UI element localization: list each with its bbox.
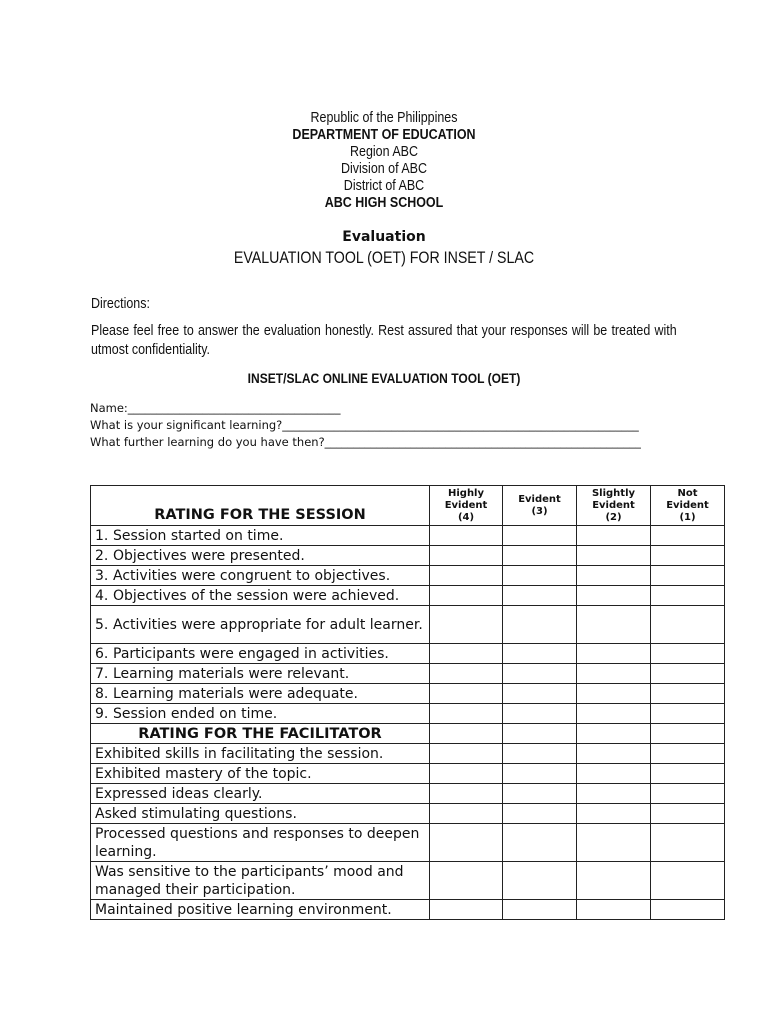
rating-cell[interactable]: [651, 784, 725, 804]
department-line: DEPARTMENT OF EDUCATION: [292, 127, 476, 143]
rating-table: [90, 485, 725, 920]
criterion-number: 3.: [95, 567, 109, 584]
facilitator-rows: [91, 744, 725, 920]
evaluation-label: Evaluation: [342, 229, 426, 245]
table-row: [91, 824, 725, 862]
criterion-cell: [91, 900, 430, 920]
criterion-number: 4.: [95, 587, 109, 604]
col-evident-text: Evident (3): [518, 493, 561, 517]
criterion-cell: [91, 744, 430, 764]
criterion-number: 6.: [95, 645, 109, 662]
rating-cell[interactable]: [430, 644, 503, 664]
col-highly-evident-text: Highly Evident (4): [444, 487, 488, 523]
table-row: [91, 606, 725, 644]
directions-text-body: Please feel free to answer the evaluation honestly. Rest assured that your responses will be treated with utmost confidentiality.: [91, 323, 677, 358]
criterion-text: Learning materials were relevant.: [113, 665, 350, 682]
sub-title: [0, 370, 768, 386]
criterion-item: [95, 616, 429, 634]
rating-cell[interactable]: [503, 704, 577, 724]
criterion-number: 8.: [95, 685, 109, 702]
significant-learning-field[interactable]: What is your significant learning?______________________________________________________________: [90, 418, 639, 432]
criterion-cell: [91, 684, 430, 704]
rating-cell[interactable]: [503, 546, 577, 566]
rating-cell[interactable]: [651, 586, 725, 606]
table-row: [91, 784, 725, 804]
name-field[interactable]: Name:_____________________________________: [90, 401, 341, 415]
rating-cell[interactable]: [651, 546, 725, 566]
rating-cell[interactable]: [430, 704, 503, 724]
criterion-text: Activities were appropriate for adult learner.: [113, 616, 423, 633]
rating-cell[interactable]: [651, 804, 725, 824]
rating-cell[interactable]: [503, 764, 577, 784]
criterion-item: [95, 665, 429, 683]
rating-cell[interactable]: [577, 606, 651, 644]
table-row: [91, 744, 725, 764]
criterion-number: 2.: [95, 547, 109, 564]
rating-cell[interactable]: [577, 824, 651, 862]
session-section-header: [91, 486, 430, 526]
criterion-text: Session started on time.: [113, 527, 284, 544]
rating-cell[interactable]: [577, 784, 651, 804]
rating-cell[interactable]: [651, 606, 725, 644]
table-row: [91, 684, 725, 704]
district-line: District of ABC: [343, 178, 425, 194]
criterion-number: 1.: [95, 527, 109, 544]
rating-cell[interactable]: [577, 724, 651, 744]
further-learning-field[interactable]: What further learning do you have then?_______________________________________________________: [90, 435, 641, 449]
facilitator-criterion-text: Was sensitive to the participants’ mood and managed their participation.: [95, 863, 404, 898]
facilitator-criterion-text: Asked stimulating questions.: [95, 805, 297, 822]
rating-cell[interactable]: [430, 566, 503, 586]
criterion-text: Activities were congruent to objectives.: [113, 567, 391, 584]
criterion-number: 7.: [95, 665, 109, 682]
criterion-cell: [91, 824, 430, 862]
rating-cell[interactable]: [430, 606, 503, 644]
rating-cell[interactable]: [503, 526, 577, 546]
facilitator-section-header: [91, 724, 430, 744]
criterion-item: [95, 645, 429, 663]
rating-cell[interactable]: [577, 586, 651, 606]
criterion-cell: [91, 526, 430, 546]
rating-cell[interactable]: [577, 704, 651, 724]
rating-cell[interactable]: [430, 526, 503, 546]
rating-cell[interactable]: [503, 744, 577, 764]
rating-cell[interactable]: [503, 824, 577, 862]
criterion-number: 5.: [95, 616, 109, 633]
table-row: [91, 664, 725, 684]
rating-cell[interactable]: [651, 744, 725, 764]
facilitator-criterion-text: Processed questions and responses to deepen learning.: [95, 825, 420, 860]
col-slightly-evident-text: Slightly Evident (2): [591, 487, 636, 523]
school-line: ABC HIGH SCHOOL: [324, 195, 444, 211]
facilitator-criterion-text: Exhibited skills in facilitating the session.: [95, 745, 384, 762]
table-row: [91, 764, 725, 784]
rating-cell[interactable]: [430, 724, 503, 744]
criterion-cell: [91, 764, 430, 784]
rating-cell[interactable]: [577, 862, 651, 900]
criterion-cell: [91, 566, 430, 586]
criterion-cell: [91, 644, 430, 664]
rating-cell[interactable]: [503, 606, 577, 644]
rating-cell[interactable]: [651, 526, 725, 546]
rating-cell[interactable]: [577, 900, 651, 920]
rating-cell[interactable]: [651, 664, 725, 684]
criterion-item: [95, 527, 429, 545]
rating-cell[interactable]: [430, 546, 503, 566]
rating-cell[interactable]: [651, 824, 725, 862]
table-row: [91, 586, 725, 606]
criterion-text: Session ended on time.: [113, 705, 278, 722]
rating-cell[interactable]: [503, 862, 577, 900]
criterion-text: Learning materials were adequate.: [113, 685, 358, 702]
rating-cell[interactable]: [503, 566, 577, 586]
table-row: [91, 546, 725, 566]
criterion-item: [95, 705, 429, 723]
directions-text: [91, 322, 677, 360]
rating-cell[interactable]: [430, 664, 503, 684]
criterion-text: Objectives of the session were achieved.: [113, 587, 400, 604]
criterion-text: Objectives were presented.: [113, 547, 305, 564]
criterion-cell: [91, 704, 430, 724]
rating-cell[interactable]: [503, 684, 577, 704]
rating-cell[interactable]: [577, 764, 651, 784]
rating-cell[interactable]: [503, 586, 577, 606]
table-row: [91, 644, 725, 664]
criterion-cell: [91, 804, 430, 824]
directions-label: [91, 296, 160, 312]
division-line: Division of ABC: [341, 161, 427, 177]
col-slightly-evident: [577, 486, 651, 526]
rating-cell[interactable]: [577, 566, 651, 586]
rating-cell[interactable]: [430, 862, 503, 900]
letterhead: [0, 110, 768, 212]
table-row: [91, 704, 725, 724]
session-rows: [91, 526, 725, 724]
col-highly-evident: [430, 486, 503, 526]
rating-cell[interactable]: [503, 724, 577, 744]
rating-cell[interactable]: [651, 900, 725, 920]
region-line: Region ABC: [350, 144, 418, 160]
rating-cell[interactable]: [503, 664, 577, 684]
session-section-title: RATING FOR THE SESSION: [154, 507, 366, 523]
criterion-number: 9.: [95, 705, 109, 722]
table-row: [91, 526, 725, 546]
table-row: [91, 862, 725, 900]
table-row: [91, 804, 725, 824]
criterion-item: [95, 587, 429, 605]
rating-cell[interactable]: [651, 644, 725, 664]
criterion-item: [95, 685, 429, 703]
rating-cell[interactable]: [651, 724, 725, 744]
facilitator-section-title: RATING FOR THE FACILITATOR: [138, 725, 382, 742]
rating-cell[interactable]: [577, 664, 651, 684]
table-row: [91, 566, 725, 586]
rating-cell[interactable]: [577, 804, 651, 824]
facilitator-criterion-text: Maintained positive learning environment.: [95, 901, 392, 918]
rating-cell[interactable]: [430, 804, 503, 824]
criterion-cell: [91, 862, 430, 900]
republic-line: Republic of the Philippines: [310, 110, 458, 126]
rating-cell[interactable]: [651, 566, 725, 586]
criterion-item: [95, 547, 429, 565]
rating-cell[interactable]: [430, 900, 503, 920]
rating-cell[interactable]: [430, 684, 503, 704]
rating-cell[interactable]: [503, 644, 577, 664]
criterion-cell: [91, 784, 430, 804]
rating-cell[interactable]: [651, 704, 725, 724]
rating-cell[interactable]: [503, 784, 577, 804]
rating-cell[interactable]: [577, 546, 651, 566]
document-title-text: EVALUATION TOOL (OET) FOR INSET / SLAC: [233, 249, 535, 267]
rating-cell[interactable]: [503, 804, 577, 824]
col-not-evident: [651, 486, 725, 526]
rating-cell[interactable]: [651, 684, 725, 704]
rating-cell[interactable]: [577, 684, 651, 704]
criterion-cell: [91, 664, 430, 684]
table-row: [91, 900, 725, 920]
rating-cell[interactable]: [430, 764, 503, 784]
rating-cell[interactable]: [577, 744, 651, 764]
rating-cell[interactable]: [651, 862, 725, 900]
facilitator-criterion-text: Exhibited mastery of the topic.: [95, 765, 312, 782]
facilitator-criterion-text: Expressed ideas clearly.: [95, 785, 263, 802]
rating-cell[interactable]: [430, 784, 503, 804]
criterion-text: Participants were engaged in activities.: [113, 645, 389, 662]
criterion-cell: [91, 606, 430, 644]
sub-title-text: INSET/SLAC ONLINE EVALUATION TOOL (OET): [247, 370, 521, 386]
document-title: [0, 249, 768, 268]
directions-label-text: Directions:: [91, 296, 150, 312]
rating-cell[interactable]: [577, 644, 651, 664]
rating-cell[interactable]: [651, 764, 725, 784]
rating-cell[interactable]: [430, 824, 503, 862]
rating-cell[interactable]: [430, 744, 503, 764]
col-evident: [503, 486, 577, 526]
criterion-cell: [91, 546, 430, 566]
rating-cell[interactable]: [503, 900, 577, 920]
criterion-item: [95, 567, 429, 585]
response-fields: [90, 400, 641, 451]
rating-cell[interactable]: [577, 526, 651, 546]
col-not-evident-text: Not Evident (1): [666, 487, 709, 523]
rating-cell[interactable]: [430, 586, 503, 606]
criterion-cell: [91, 586, 430, 606]
